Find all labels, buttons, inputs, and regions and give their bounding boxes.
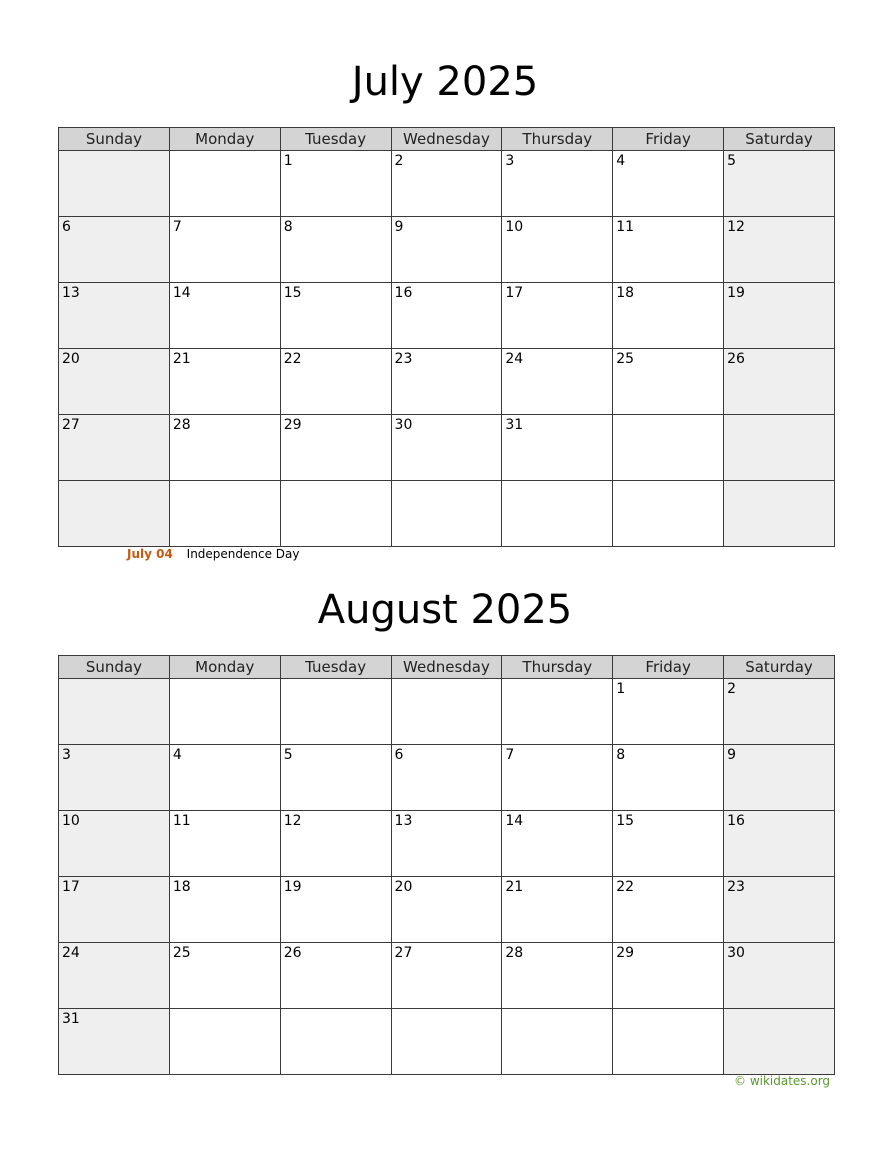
day-cell: 5 (724, 151, 835, 217)
weekday-header: Wednesday (391, 656, 502, 679)
day-cell: 28 (169, 415, 280, 481)
day-cell (613, 481, 724, 547)
day-cell: 27 (391, 943, 502, 1009)
day-cell: 26 (280, 943, 391, 1009)
day-cell: 13 (391, 811, 502, 877)
day-cell: 9 (724, 745, 835, 811)
day-cell (502, 1009, 613, 1075)
day-cell: 4 (169, 745, 280, 811)
day-cell: 24 (59, 943, 170, 1009)
day-cell (502, 679, 613, 745)
day-cell: 2 (391, 151, 502, 217)
week-row (59, 217, 835, 283)
day-cell: 4 (613, 151, 724, 217)
month-title-august: August 2025 (317, 587, 573, 633)
week-row (59, 415, 835, 481)
weekday-header: Sunday (59, 656, 170, 679)
day-cell: 15 (280, 283, 391, 349)
week-row (59, 943, 835, 1009)
day-cell (280, 1009, 391, 1075)
day-cell: 6 (59, 217, 170, 283)
day-cell: 16 (724, 811, 835, 877)
day-cell: 25 (169, 943, 280, 1009)
day-cell: 14 (169, 283, 280, 349)
weekday-header: Tuesday (280, 128, 391, 151)
weekday-header: Wednesday (391, 128, 502, 151)
weekday-header: Saturday (724, 656, 835, 679)
holiday-date: July 04 (127, 547, 173, 561)
day-cell: 11 (613, 217, 724, 283)
weekday-header: Thursday (502, 128, 613, 151)
day-cell (502, 481, 613, 547)
day-cell: 29 (280, 415, 391, 481)
day-cell: 29 (613, 943, 724, 1009)
day-cell: 21 (502, 877, 613, 943)
day-cell: 19 (724, 283, 835, 349)
day-cell: 24 (502, 349, 613, 415)
day-cell: 20 (59, 349, 170, 415)
day-cell: 25 (613, 349, 724, 415)
calendar-grid-july (58, 127, 835, 547)
day-cell: 19 (280, 877, 391, 943)
day-cell (613, 415, 724, 481)
day-cell: 22 (613, 877, 724, 943)
day-cell (724, 415, 835, 481)
day-cell: 6 (391, 745, 502, 811)
day-cell (724, 1009, 835, 1075)
week-row (59, 745, 835, 811)
day-cell: 10 (502, 217, 613, 283)
day-cell: 18 (613, 283, 724, 349)
day-cell: 23 (724, 877, 835, 943)
day-cell: 14 (502, 811, 613, 877)
day-cell: 21 (169, 349, 280, 415)
day-cell (169, 1009, 280, 1075)
weekday-header: Tuesday (280, 656, 391, 679)
weekday-header-row (59, 128, 835, 151)
day-cell: 8 (613, 745, 724, 811)
day-cell (280, 481, 391, 547)
day-cell (59, 151, 170, 217)
day-cell (169, 151, 280, 217)
holiday-name: Independence Day (186, 547, 300, 561)
week-row (59, 679, 835, 745)
footer-credit[interactable]: © wikidates.org (734, 1074, 831, 1088)
day-cell: 28 (502, 943, 613, 1009)
day-cell: 31 (502, 415, 613, 481)
day-cell: 11 (169, 811, 280, 877)
day-cell: 1 (613, 679, 724, 745)
day-cell: 23 (391, 349, 502, 415)
holiday-entry (127, 547, 300, 561)
day-cell: 30 (391, 415, 502, 481)
day-cell: 17 (502, 283, 613, 349)
week-row (59, 151, 835, 217)
day-cell: 5 (280, 745, 391, 811)
day-cell: 9 (391, 217, 502, 283)
week-row (59, 811, 835, 877)
day-cell (59, 481, 170, 547)
day-cell: 18 (169, 877, 280, 943)
day-cell: 20 (391, 877, 502, 943)
day-cell: 12 (280, 811, 391, 877)
day-cell: 31 (59, 1009, 170, 1075)
day-cell (169, 679, 280, 745)
day-cell: 16 (391, 283, 502, 349)
day-cell (280, 679, 391, 745)
weekday-header: Monday (169, 128, 280, 151)
day-cell (391, 1009, 502, 1075)
day-cell: 7 (502, 745, 613, 811)
day-cell: 30 (724, 943, 835, 1009)
weekday-header: Sunday (59, 128, 170, 151)
day-cell (724, 481, 835, 547)
weekday-header: Monday (169, 656, 280, 679)
day-cell (391, 679, 502, 745)
day-cell (169, 481, 280, 547)
day-cell: 13 (59, 283, 170, 349)
day-cell: 27 (59, 415, 170, 481)
day-cell: 10 (59, 811, 170, 877)
day-cell (391, 481, 502, 547)
week-row (59, 1009, 835, 1075)
day-cell: 1 (280, 151, 391, 217)
weekday-header: Friday (613, 656, 724, 679)
day-cell: 22 (280, 349, 391, 415)
day-cell: 7 (169, 217, 280, 283)
day-cell (613, 1009, 724, 1075)
week-row (59, 283, 835, 349)
day-cell (59, 679, 170, 745)
day-cell: 2 (724, 679, 835, 745)
calendar-grid-august (58, 655, 835, 1075)
day-cell: 3 (502, 151, 613, 217)
weekday-header: Thursday (502, 656, 613, 679)
day-cell: 15 (613, 811, 724, 877)
day-cell: 17 (59, 877, 170, 943)
day-cell: 12 (724, 217, 835, 283)
week-row (59, 481, 835, 547)
day-cell: 8 (280, 217, 391, 283)
weekday-header: Saturday (724, 128, 835, 151)
month-title-july: July 2025 (351, 59, 539, 105)
day-cell: 3 (59, 745, 170, 811)
weekday-header-row (59, 656, 835, 679)
week-row (59, 877, 835, 943)
day-cell: 26 (724, 349, 835, 415)
weekday-header: Friday (613, 128, 724, 151)
week-row (59, 349, 835, 415)
